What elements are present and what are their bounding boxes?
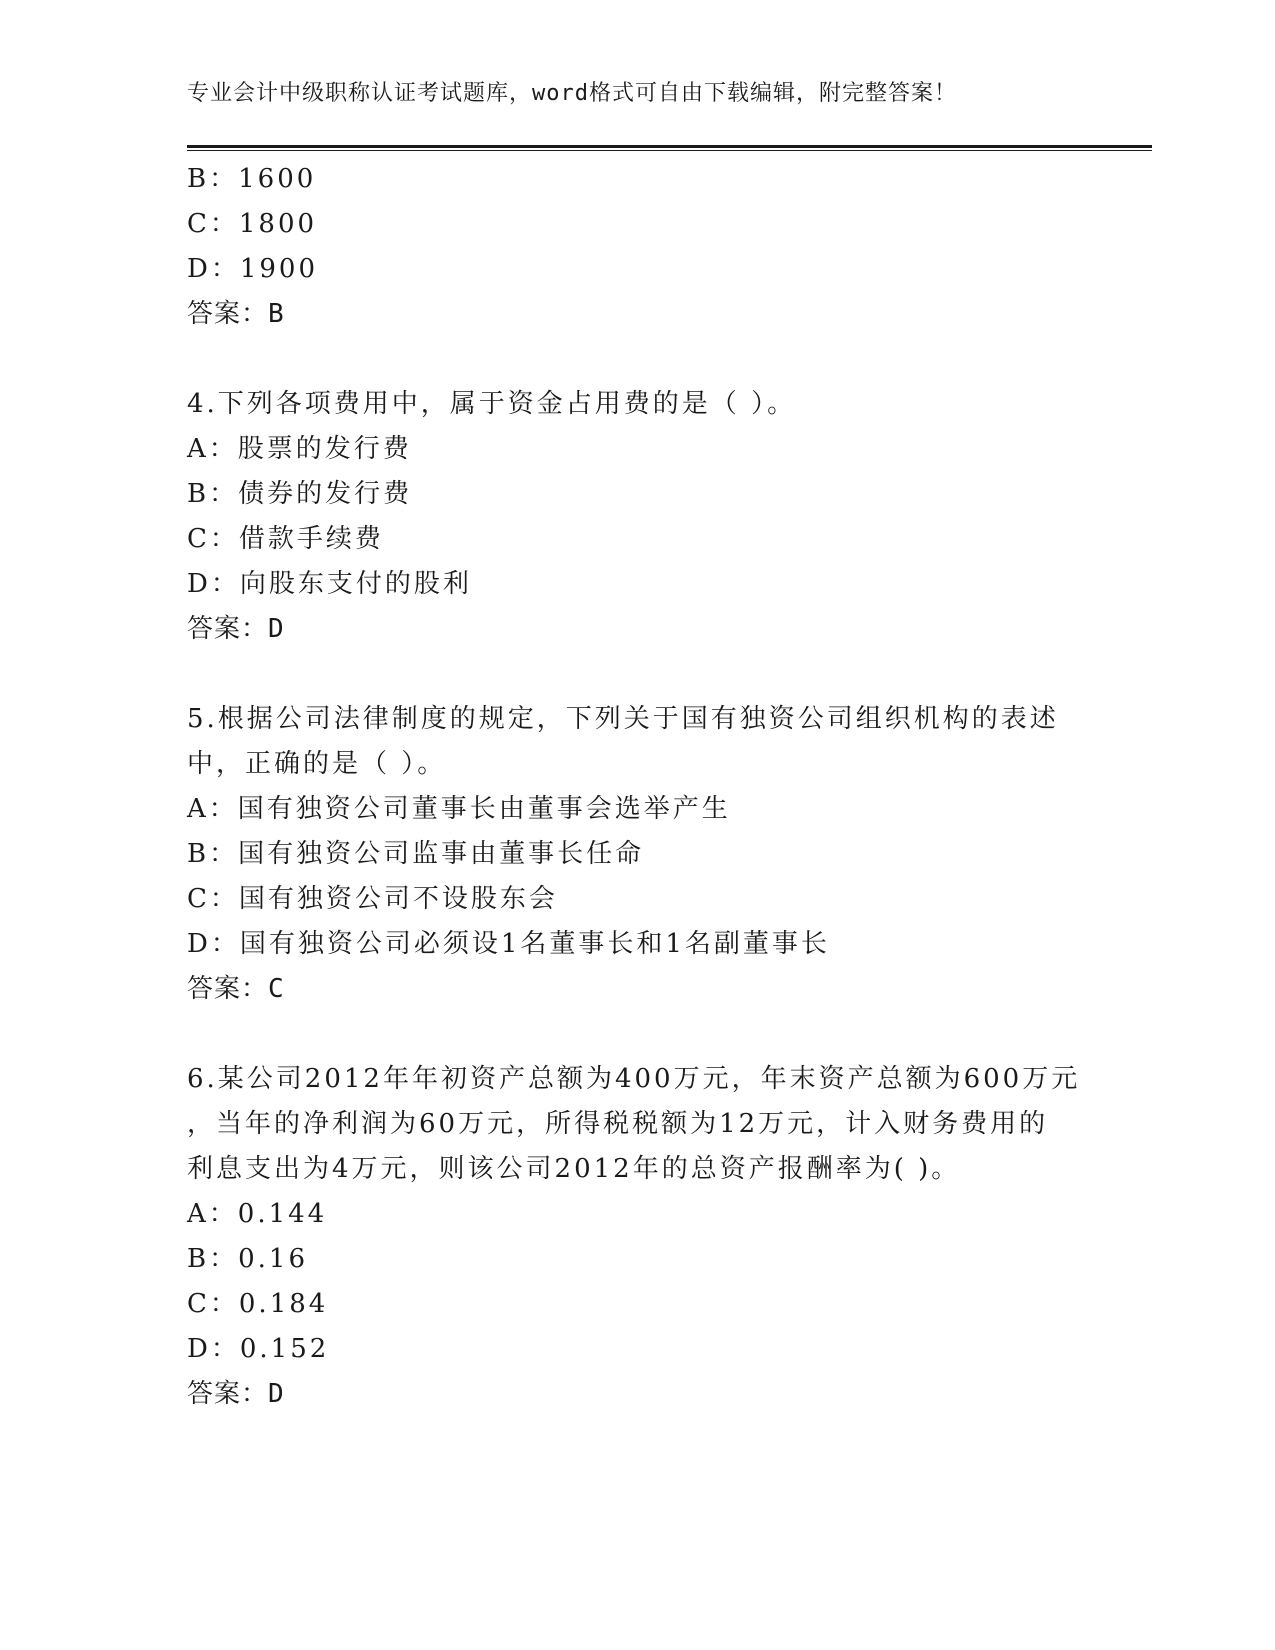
page-header: 专业会计中级职称认证考试题库，word格式可自由下载编辑，附完整答案！ bbox=[187, 81, 957, 106]
answer-line: 答案：B bbox=[187, 299, 285, 329]
spacer bbox=[187, 652, 1087, 697]
question-5-text-line-1: 5.根据公司法律制度的规定，下列关于国有独资公司组织机构的表述 bbox=[187, 704, 1059, 734]
question-6-text-line-3: 利息支出为4万元，则该公司2012年的总资产报酬率为( )。 bbox=[187, 1154, 961, 1184]
question-content bbox=[187, 157, 1087, 1417]
option-c: C：借款手续费 bbox=[187, 524, 384, 554]
answer-line: 答案：D bbox=[187, 1379, 285, 1409]
answer-line: 答案：C bbox=[187, 974, 285, 1004]
option-b: B：1600 bbox=[187, 164, 317, 194]
option-b: B：国有独资公司监事由董事长任命 bbox=[187, 839, 645, 869]
question-6-text-line-2: ，当年的净利润为60万元，所得税税额为12万元，计入财务费用的 bbox=[187, 1109, 1049, 1139]
option-d: D：0.152 bbox=[187, 1334, 330, 1364]
option-a: A：股票的发行费 bbox=[187, 434, 412, 464]
option-c: C：1800 bbox=[187, 209, 318, 239]
answer-line: 答案：D bbox=[187, 614, 285, 644]
option-b: B：债券的发行费 bbox=[187, 479, 413, 509]
option-c: C：0.184 bbox=[187, 1289, 329, 1319]
spacer bbox=[187, 337, 1087, 382]
header-rule-thin bbox=[187, 150, 1152, 151]
question-6-text-line-1: 6.某公司2012年年初资产总额为400万元，年末资产总额为600万元 bbox=[187, 1064, 1081, 1094]
question-4-text: 4.下列各项费用中，属于资金占用费的是（ ）。 bbox=[187, 389, 797, 419]
option-b: B：0.16 bbox=[187, 1244, 308, 1274]
question-5-text-line-2: 中，正确的是（ ）。 bbox=[187, 749, 447, 779]
option-d: D：国有独资公司必须设1名董事长和1名副董事长 bbox=[187, 929, 830, 959]
option-d: D：向股东支付的股利 bbox=[187, 569, 472, 599]
option-a: A：0.144 bbox=[187, 1199, 328, 1229]
option-d: D：1900 bbox=[187, 254, 319, 284]
option-c: C：国有独资公司不设股东会 bbox=[187, 884, 558, 914]
spacer bbox=[187, 1012, 1087, 1057]
header-rule-thick bbox=[187, 145, 1152, 148]
option-a: A：国有独资公司董事长由董事会选举产生 bbox=[187, 794, 731, 824]
